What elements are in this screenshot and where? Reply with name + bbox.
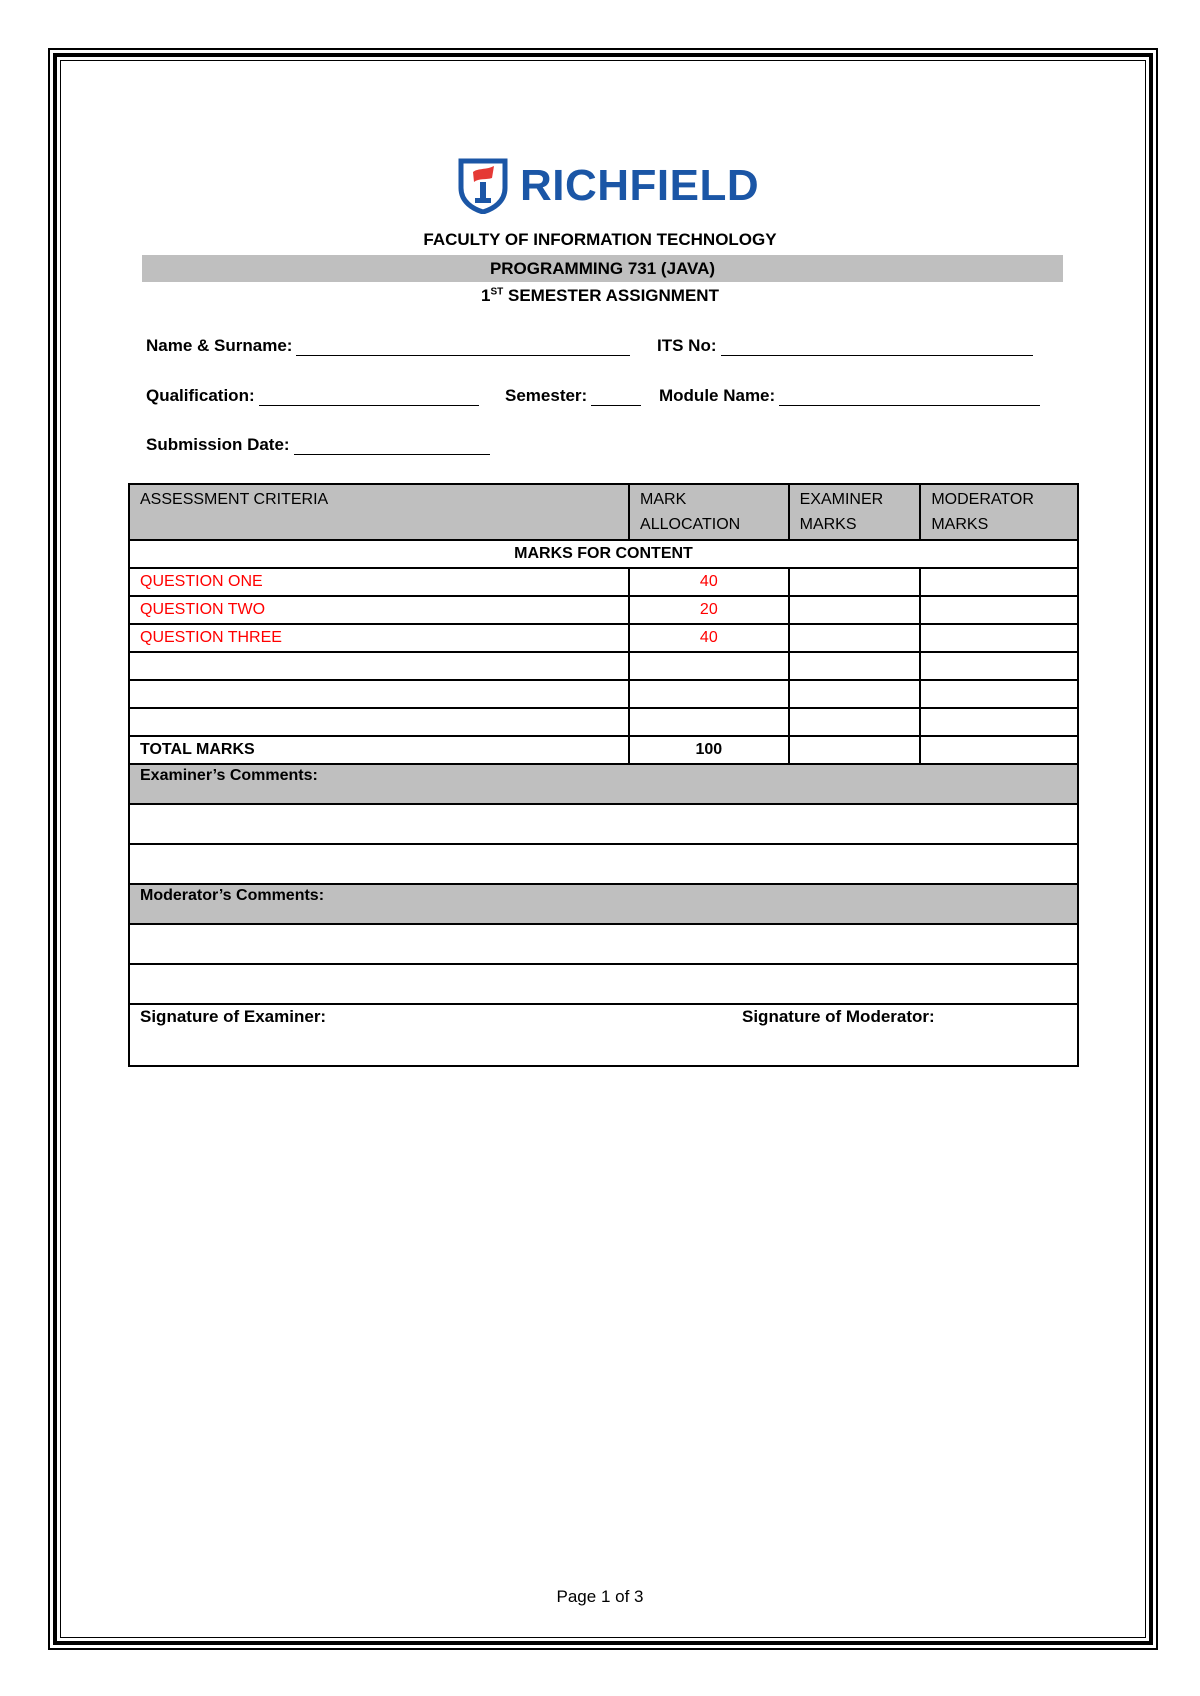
submission-input-line[interactable] <box>294 436 490 455</box>
signature-row <box>129 1004 1078 1066</box>
module-label: Module Name: <box>659 386 776 405</box>
moderator-comments-header <box>129 884 1078 924</box>
empty-cell <box>629 680 789 708</box>
empty-cell <box>629 652 789 680</box>
examiner-mark-cell[interactable] <box>789 652 921 680</box>
qualification-label: Qualification: <box>146 386 255 405</box>
table-row <box>129 680 1078 708</box>
total-row <box>129 736 1078 764</box>
examiner-comment-line[interactable] <box>129 844 1078 884</box>
page-number: Page 1 of 3 <box>556 1587 644 1606</box>
shield-torch-icon <box>458 158 508 214</box>
moderator-mark-cell[interactable] <box>920 568 1078 596</box>
its-label: ITS No: <box>657 336 717 355</box>
semester-field <box>505 386 641 406</box>
question-marks: 40 <box>629 624 789 652</box>
table-header-row <box>129 484 1078 540</box>
content-title-row <box>129 540 1078 568</box>
table-row <box>129 708 1078 736</box>
moderator-mark-cell[interactable] <box>920 624 1078 652</box>
header-examiner-marks: EXAMINER MARKS <box>789 484 921 540</box>
empty-cell <box>129 652 629 680</box>
moderator-mark-cell[interactable] <box>920 596 1078 624</box>
examiner-mark-cell[interactable] <box>789 708 921 736</box>
richfield-logo <box>458 158 759 214</box>
question-label: QUESTION ONE <box>129 568 629 596</box>
moderator-total-cell[interactable] <box>920 736 1078 764</box>
examiner-comments-label: Examiner’s Comments: <box>129 764 1078 804</box>
moderator-comments-label: Moderator’s Comments: <box>129 884 1078 924</box>
empty-cell <box>129 708 629 736</box>
question-label: QUESTION THREE <box>129 624 629 652</box>
signature-cell <box>129 1004 1078 1066</box>
examiner-comments-header <box>129 764 1078 804</box>
qualification-input-line[interactable] <box>259 387 479 406</box>
empty-cell <box>129 680 629 708</box>
moderator-mark-cell[interactable] <box>920 652 1078 680</box>
question-marks: 20 <box>629 596 789 624</box>
semester-title: 1ST SEMESTER ASSIGNMENT <box>481 286 719 305</box>
examiner-comment-line[interactable] <box>129 804 1078 844</box>
examiner-mark-cell[interactable] <box>789 568 921 596</box>
name-label: Name & Surname: <box>146 336 293 355</box>
faculty-title: FACULTY OF INFORMATION TECHNOLOGY <box>423 230 777 249</box>
moderator-mark-cell[interactable] <box>920 680 1078 708</box>
moderator-mark-cell[interactable] <box>920 708 1078 736</box>
module-field <box>659 386 1040 406</box>
examiner-total-cell[interactable] <box>789 736 921 764</box>
table-row <box>129 624 1078 652</box>
assessment-table <box>128 483 1079 1067</box>
examiner-mark-cell[interactable] <box>789 596 921 624</box>
module-title: PROGRAMMING 731 (JAVA) <box>142 255 1063 282</box>
moderator-comment-row <box>129 964 1078 1004</box>
logo-wordmark: RICHFIELD <box>520 161 760 210</box>
qualification-field <box>146 386 479 406</box>
its-field <box>657 336 1033 356</box>
submission-field <box>146 435 490 455</box>
examiner-mark-cell[interactable] <box>789 680 921 708</box>
semester-input-line[interactable] <box>591 387 641 406</box>
semester-label: Semester: <box>505 386 588 405</box>
table-row <box>129 596 1078 624</box>
its-input-line[interactable] <box>721 337 1033 356</box>
question-marks: 40 <box>629 568 789 596</box>
module-input-line[interactable] <box>779 387 1040 406</box>
submission-label: Submission Date: <box>146 435 290 454</box>
question-label: QUESTION TWO <box>129 596 629 624</box>
empty-cell <box>629 708 789 736</box>
examiner-mark-cell[interactable] <box>789 624 921 652</box>
examiner-comment-row <box>129 804 1078 844</box>
marks-for-content: MARKS FOR CONTENT <box>129 540 1078 568</box>
signature-moderator-label: Signature of Moderator: <box>742 1007 935 1026</box>
header-mark-allocation: MARK ALLOCATION <box>629 484 789 540</box>
table-row <box>129 652 1078 680</box>
signature-examiner-label: Signature of Examiner: <box>140 1007 327 1026</box>
header-assessment-criteria: ASSESSMENT CRITERIA <box>129 484 629 540</box>
moderator-comment-line[interactable] <box>129 924 1078 964</box>
moderator-comment-row <box>129 924 1078 964</box>
moderator-comment-line[interactable] <box>129 964 1078 1004</box>
table-row <box>129 568 1078 596</box>
total-label: TOTAL MARKS <box>129 736 629 764</box>
total-value: 100 <box>629 736 789 764</box>
examiner-comment-row <box>129 844 1078 884</box>
name-input-line[interactable] <box>296 337 630 356</box>
name-field <box>146 336 630 356</box>
header-moderator-marks: MODERATOR MARKS <box>920 484 1078 540</box>
